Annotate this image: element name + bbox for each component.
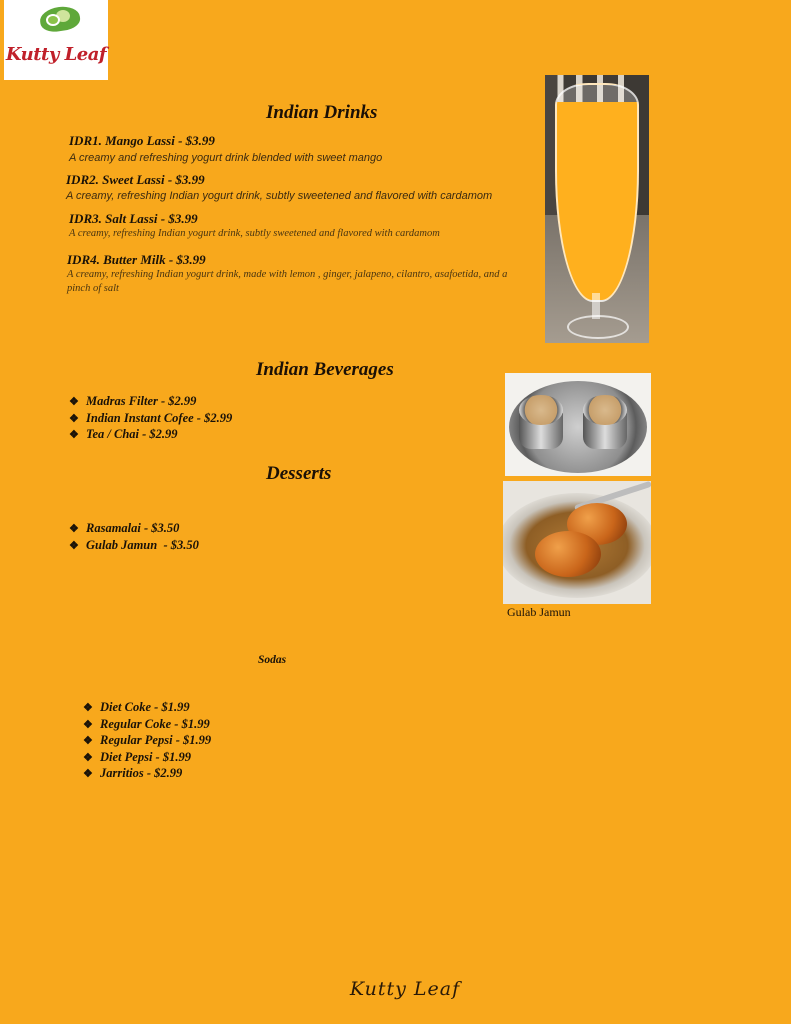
gulab-jamun-photo [503, 481, 651, 604]
menu-item-title: IDR3. Salt Lassi - $3.99 [69, 211, 198, 226]
bullet-icon: ❖ [83, 768, 93, 780]
leaf-dot-icon [46, 14, 60, 26]
menu-item-description: A creamy, refreshing Indian yogurt drink, subtly sweetened and flavored with cardamom [69, 228, 440, 239]
list-item: ❖ Jarritios - $2.99 [83, 766, 211, 783]
menu-item-description: A creamy and refreshing yogurt drink blended with sweet mango [69, 152, 383, 164]
logo [4, 0, 108, 80]
bullet-icon: ❖ [69, 396, 79, 408]
menu-item-title: IDR4. Butter Milk - $3.99 [67, 252, 206, 267]
beverages-list [69, 394, 232, 444]
section-heading-sodas: Sodas [258, 654, 287, 666]
menu-item-title: IDR2. Sweet Lassi - $3.99 [66, 172, 205, 187]
footer-signature: Kutty Leaf [349, 978, 461, 1000]
section-heading-indian-drinks: Indian Drinks [266, 102, 378, 123]
list-item: ❖ Indian Instant Cofee - $2.99 [69, 411, 232, 428]
bullet-icon: ❖ [83, 751, 93, 764]
list-item: ❖ Regular Coke - $1.99 [83, 717, 211, 734]
logo-text: Kutty Leaf [5, 44, 107, 65]
photo-caption: Gulab Jamun [507, 605, 571, 619]
list-item: ❖ Madras Filter - $2.99 [69, 394, 232, 411]
section-heading-indian-beverages: Indian Beverages [256, 359, 394, 380]
bullet-icon: ❖ [83, 735, 93, 747]
section-heading-desserts: Desserts [266, 463, 332, 484]
sodas-list [83, 700, 211, 783]
list-item: ❖ Rasamalai - $3.50 [69, 521, 199, 538]
list-item: ❖ Gulab Jamun - $3.50 [69, 538, 199, 555]
bullet-icon: ❖ [69, 523, 79, 535]
list-item: ❖ Diet Pepsi - $1.99 [83, 750, 211, 767]
menu-item-title: IDR1. Mango Lassi - $3.99 [69, 133, 215, 148]
bullet-icon: ❖ [83, 718, 93, 731]
desserts-list [69, 521, 199, 554]
menu-item-description: A creamy, refreshing Indian yogurt drink, subtly sweetened and flavored with cardamom [66, 190, 493, 202]
bullet-icon: ❖ [69, 412, 79, 425]
list-item: ❖ Regular Pepsi - $1.99 [83, 733, 211, 750]
bullet-icon: ❖ [69, 539, 79, 552]
bullet-icon: ❖ [69, 429, 79, 441]
filter-coffee-photo [505, 373, 651, 476]
list-item: ❖ Diet Coke - $1.99 [83, 700, 211, 717]
menu-item-description: A creamy, refreshing Indian yogurt drink, made with lemon , ginger, jalapeno, cilantro, asafoetida, and a pinch of salt [67, 269, 508, 294]
bullet-icon: ❖ [83, 702, 93, 714]
list-item: ❖ Tea / Chai - $2.99 [69, 427, 232, 444]
mango-lassi-photo [545, 75, 649, 343]
